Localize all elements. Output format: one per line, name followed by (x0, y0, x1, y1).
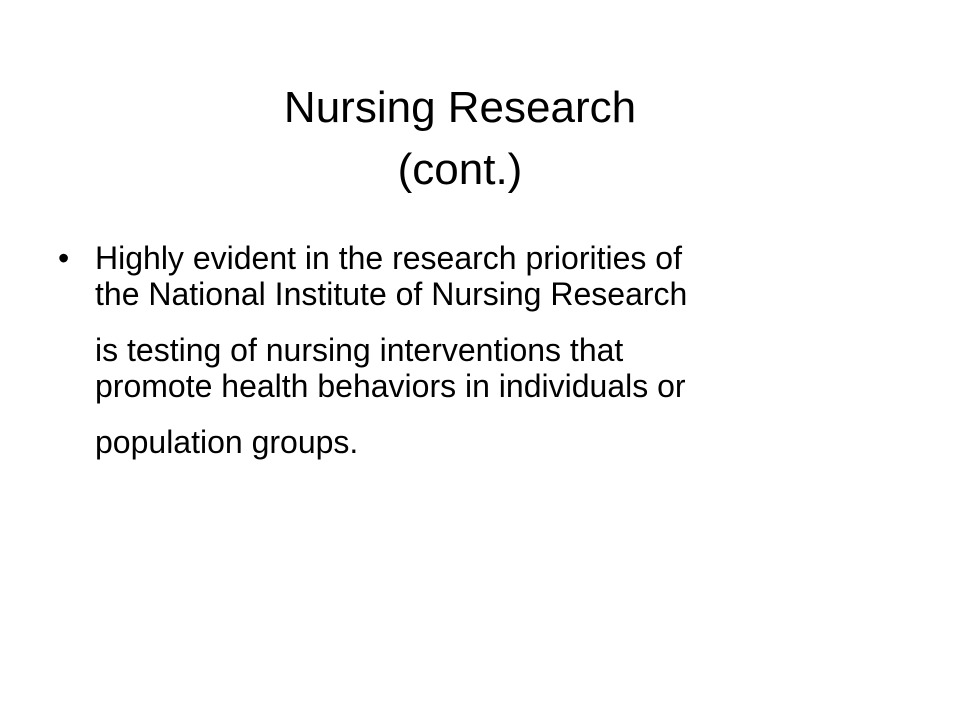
bullet-text-line-4: promote health behaviors in individuals or (95, 368, 686, 404)
bullet-icon: • (58, 240, 70, 276)
bullet-text-line-3: is testing of nursing interventions that (95, 332, 624, 368)
title-line-1: Nursing Research (283, 83, 637, 133)
slide-body (58, 240, 918, 460)
bullet-text-line-5: population groups. (95, 424, 359, 460)
title-line-2: (cont.) (397, 145, 523, 195)
slide-title (200, 77, 720, 201)
bullet-text-line-2: the National Institute of Nursing Research (95, 276, 688, 312)
bullet-text-line-1: Highly evident in the research priorities of (95, 240, 682, 276)
bullet-item (58, 240, 918, 460)
